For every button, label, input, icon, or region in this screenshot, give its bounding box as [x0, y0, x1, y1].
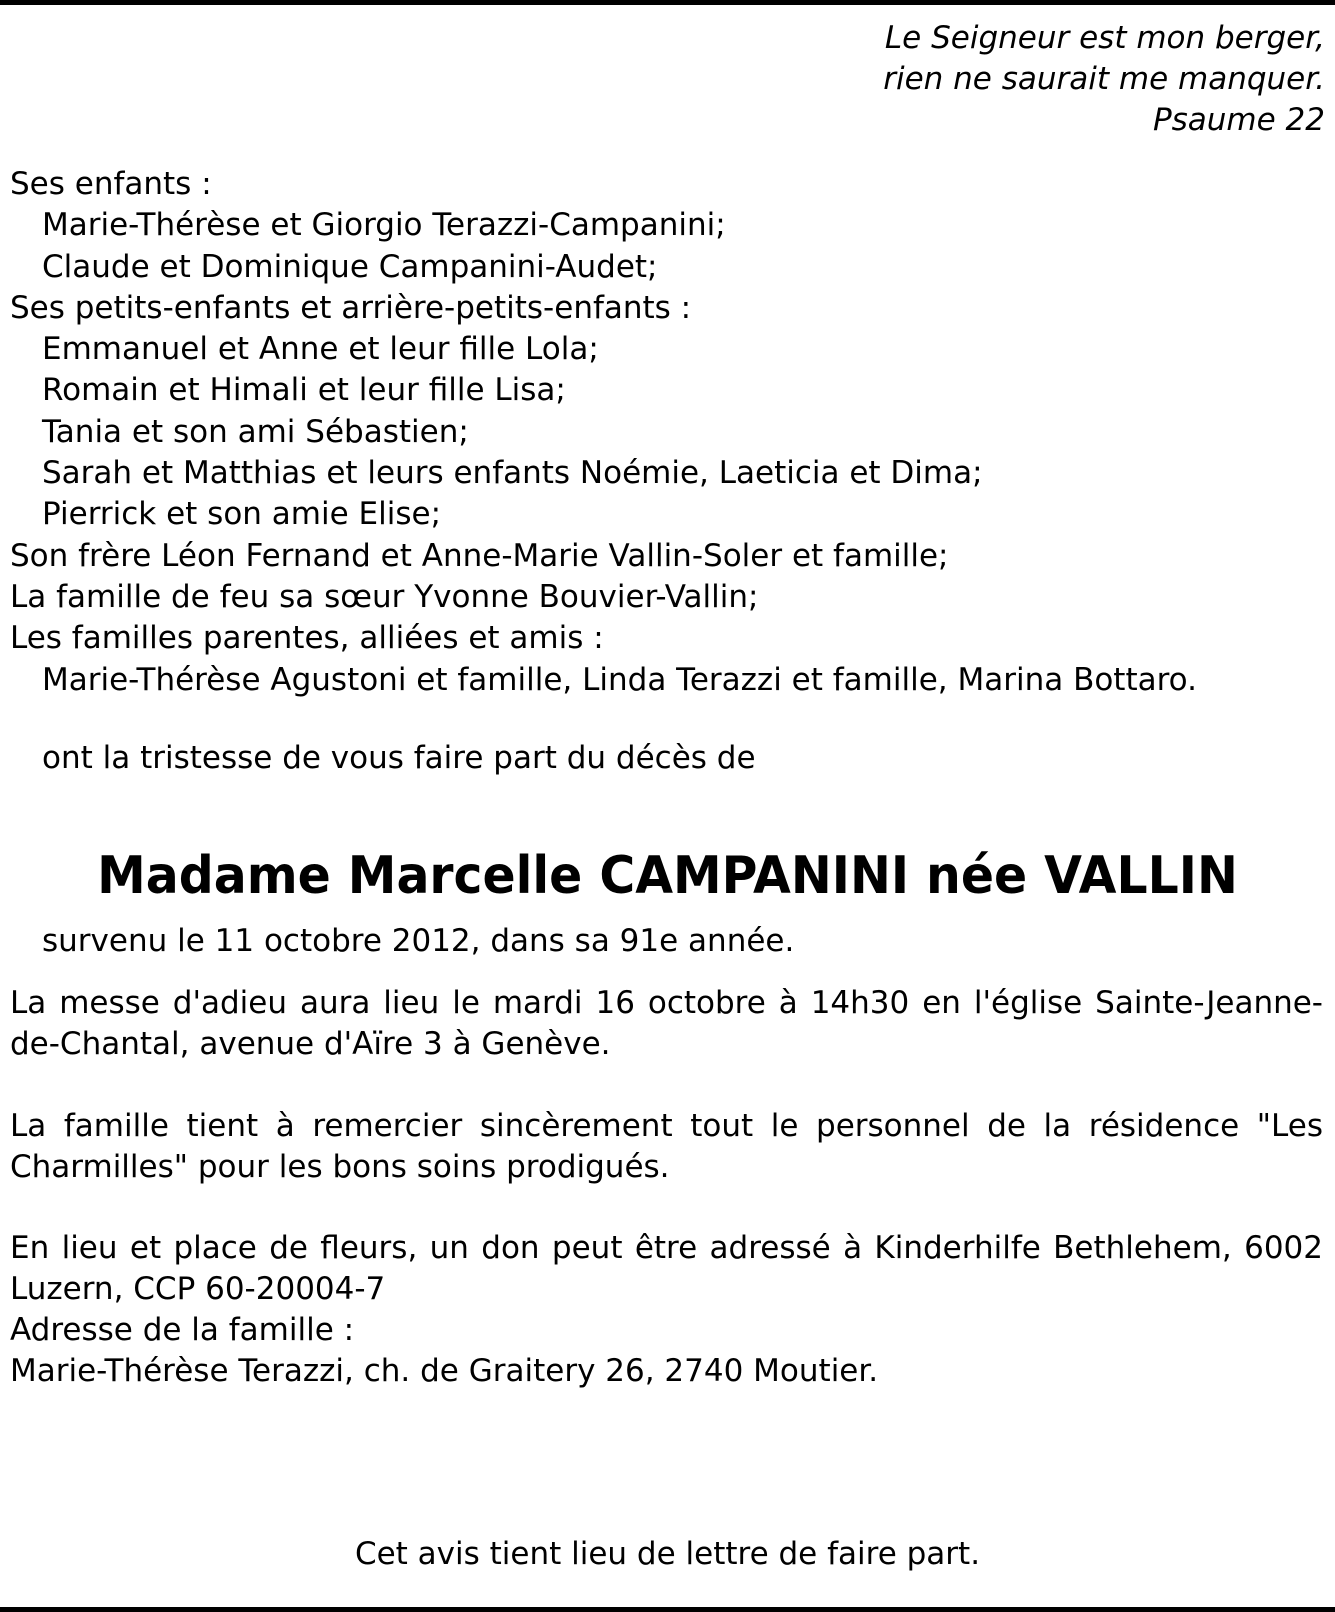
address-value: Marie-Thérèse Terazzi, ch. de Graitery 26, 2740 Moutier. [10, 1353, 879, 1389]
verse-reference: Psaume 22 [1152, 102, 1325, 138]
closing-note: Cet avis tient lieu de lettre de faire part. [354, 1536, 981, 1572]
family-line: Sarah et Matthias et leurs enfants Noémie, Laeticia et Dima; [42, 455, 983, 492]
family-line: Ses petits-enfants et arrière-petits-enfants : [10, 289, 692, 326]
verse-line: Le Seigneur est mon berger, [884, 20, 1325, 56]
deceased-name: Madame Marcelle CAMPANINI née VALLIN [97, 846, 1238, 906]
family-line: Marie-Thérèse Agustoni et famille, Linda Terazzi et famille, Marina Bottaro. [42, 661, 1197, 698]
thanks-notice: La famille tient à remercier sincèrement tout le personnel de la résidence "Les Charmilles" pour les bons soins prodigués. [10, 1108, 1323, 1185]
death-date-text: survenu le 11 octobre 2012, dans sa 91e année. [42, 923, 795, 959]
mass-notice: La messe d'adieu aura lieu le mardi 16 octobre à 14h30 en l'église Sainte-Jeanne-de-Chantal, avenue d'Aïre 3 à Genève. [10, 985, 1323, 1062]
family-line: La famille de feu sa sœur Yvonne Bouvier-Vallin; [10, 578, 759, 615]
top-border-rule [0, 0, 1335, 5]
bottom-border-rule [0, 1607, 1335, 1612]
family-line: Son frère Léon Fernand et Anne-Marie Vallin-Soler et famille; [10, 537, 949, 574]
family-line: Claude et Dominique Campanini-Audet; [42, 248, 658, 285]
family-list [10, 164, 1197, 701]
family-line: Emmanuel et Anne et leur fille Lola; [42, 331, 599, 368]
verse-line: rien ne saurait me manquer. [883, 61, 1325, 97]
family-line: Les familles parentes, alliées et amis : [10, 620, 604, 657]
donation-notice: En lieu et place de fleurs, un don peut être adressé à Kinderhilfe Bethlehem, 6002 Luzern, CCP 60-20004-7 [10, 1230, 1323, 1307]
family-line: Pierrick et son amie Elise; [42, 496, 442, 533]
family-line: Marie-Thérèse et Giorgio Terazzi-Campanini; [42, 207, 726, 244]
address-label: Adresse de la famille : [10, 1312, 355, 1348]
family-line: Ses enfants : [10, 166, 212, 202]
family-line: Romain et Himali et leur fille Lisa; [42, 372, 566, 409]
announcement-text: ont la tristesse de vous faire part du décès de [42, 740, 756, 776]
family-address [10, 1310, 878, 1392]
family-line: Tania et son ami Sébastien; [42, 413, 469, 450]
psalm-verse [883, 18, 1325, 141]
